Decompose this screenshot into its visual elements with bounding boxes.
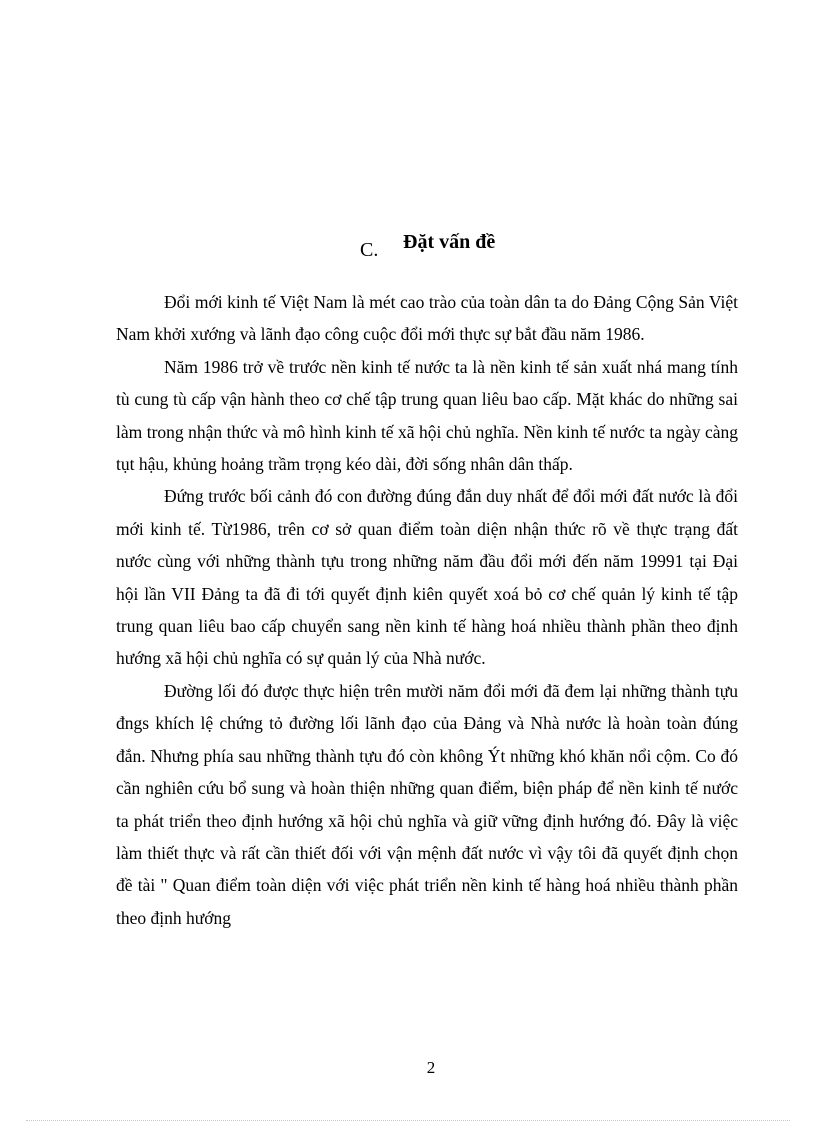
paragraph-3: Đứng trước bối cảnh đó con đường đúng đắn duy nhất để đổi mới đất nước là đổi mới kinh tế. Từ1986, trên cơ sở quan điểm toàn diện nhận thức rõ về thực trạng đất nước cùng với những thành tựu trong những năm đầu đổi mới đến năm 19991 tại Đại hội lần VII Đảng ta đã đi tới quyết định kiên quyết xoá bỏ cơ chế quản lý kinh tế tập trung quan liêu bao cấp chuyển sang nền kinh tế hàng hoá nhiều thành phần theo định hướng xã hội chủ nghĩa có sự quản lý của Nhà nước. xyxy=(116,486,738,669)
section-heading xyxy=(0,228,816,268)
paragraph-1: Đổi mới kinh tế Việt Nam là mét cao trào của toàn dân ta do Đảng Cộng Sản Việt Nam khởi xướng và lãnh đạo công cuộc đổi mới thực sự bắt đầu năm 1986. xyxy=(116,292,738,345)
paragraph-4: Đường lối đó được thực hiện trên mười năm đổi mới đã đem lại những thành tựu đngs khích lệ chứng tỏ đường lối lãnh đạo của Đảng và Nhà nước là hoàn toàn đúng đắn. Nhưng phía sau những thành tựu đó còn không Ýt những khó khăn nổi cộm. Co đó cần nghiên cứu bổ sung và hoàn thiện những quan điểm, biện pháp để nền kinh tế nước ta phát triển theo định hướng xã hội chủ nghĩa và giữ vững định hướng đó. Đây là việc làm thiết thực và rất cần thiết đối với vận mệnh đất nước vì vậy tôi đã quyết định chọn đề tài " Quan điểm toàn diện với việc phát triển nền kinh tế hàng hoá nhiều thành phần theo định hướng xyxy=(116,680,738,928)
section-title: Đặt vấn đề xyxy=(403,231,496,253)
body-text xyxy=(116,286,738,934)
page-number: 2 xyxy=(426,1058,436,1077)
section-number: C. xyxy=(360,239,379,261)
page-bottom-rule xyxy=(26,1120,790,1121)
paragraph-2: Năm 1986 trở về trước nền kinh tế nước ta là nền kinh tế sản xuất nhá mang tính tù cung tù cấp vận hành theo cơ chế tập trung quan liêu bao cấp. Mặt khác do những sai làm trong nhận thức và mô hình kinh tế xã hội chủ nghĩa. Nền kinh tế nước ta ngày càng tụt hậu, khủng hoảng trầm trọng kéo dài, đời sống nhân dân thấp. xyxy=(116,356,738,475)
